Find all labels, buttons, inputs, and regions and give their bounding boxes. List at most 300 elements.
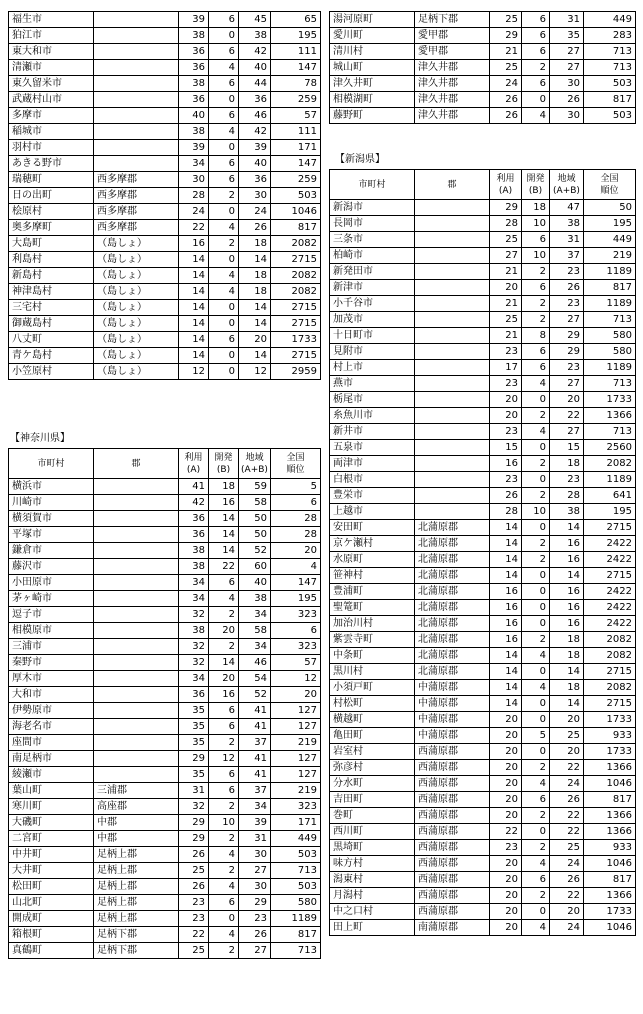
- cell-dev: 20: [209, 671, 239, 687]
- cell-rank: 195: [271, 28, 321, 44]
- cell-area: 50: [239, 511, 271, 527]
- cell-district: [415, 200, 490, 216]
- cell-use: 20: [490, 776, 522, 792]
- cell-area: 30: [239, 879, 271, 895]
- cell-use: 38: [179, 559, 209, 575]
- cell-rank: 219: [271, 783, 321, 799]
- table-row: [9, 879, 321, 895]
- cell-city: 葉山町: [9, 783, 94, 799]
- cell-city: 西川町: [330, 824, 415, 840]
- cell-rank: 2715: [271, 348, 321, 364]
- cell-dev: 0: [522, 584, 550, 600]
- cell-city: 月潟村: [330, 888, 415, 904]
- cell-city: 小笠原村: [9, 364, 94, 380]
- cell-dev: 0: [209, 316, 239, 332]
- cell-district: 愛甲郡: [415, 28, 490, 44]
- cell-area: 20: [550, 904, 584, 920]
- cell-area: 38: [239, 28, 271, 44]
- table-row: [330, 28, 636, 44]
- cell-dev: 10: [522, 216, 550, 232]
- table-row: [330, 60, 636, 76]
- cell-use: 14: [179, 252, 209, 268]
- cell-rank: 2422: [584, 616, 636, 632]
- table-row: [330, 408, 636, 424]
- cell-district: 南蒲原郡: [415, 920, 490, 936]
- table-row: [330, 648, 636, 664]
- cell-city: 二宮町: [9, 831, 94, 847]
- cell-city: 津久井町: [330, 76, 415, 92]
- cell-district: 北蒲原郡: [415, 616, 490, 632]
- table-row: [9, 140, 321, 156]
- cell-area: 52: [239, 687, 271, 703]
- cell-district: （島しょ）: [94, 268, 179, 284]
- cell-area: 37: [239, 783, 271, 799]
- cell-rank: 503: [271, 847, 321, 863]
- cell-area: 22: [550, 888, 584, 904]
- table-row: [9, 76, 321, 92]
- cell-city: 紫雲寺町: [330, 632, 415, 648]
- cell-dev: 6: [522, 76, 550, 92]
- cell-rank: 1046: [584, 776, 636, 792]
- table-row: [9, 687, 321, 703]
- cell-area: 26: [550, 792, 584, 808]
- cell-rank: 2715: [271, 316, 321, 332]
- table-row: [330, 824, 636, 840]
- cell-city: 逗子市: [9, 607, 94, 623]
- cell-rank: 1733: [584, 392, 636, 408]
- cell-dev: 4: [522, 376, 550, 392]
- cell-use: 27: [490, 248, 522, 264]
- cell-district: 北蒲原郡: [415, 552, 490, 568]
- cell-use: 36: [179, 60, 209, 76]
- cell-dev: 2: [209, 799, 239, 815]
- cell-area: 31: [550, 12, 584, 28]
- cell-rank: 195: [584, 504, 636, 520]
- cell-city: 開成町: [9, 911, 94, 927]
- cell-city: 燕市: [330, 376, 415, 392]
- cell-area: 15: [550, 440, 584, 456]
- cell-dev: 2: [209, 607, 239, 623]
- cell-district: 西蒲原郡: [415, 744, 490, 760]
- cell-district: 西蒲原郡: [415, 824, 490, 840]
- cell-use: 25: [490, 312, 522, 328]
- kanagawa-section-title: 【神奈川県】: [10, 433, 70, 444]
- cell-use: 21: [490, 264, 522, 280]
- cell-area: 40: [239, 60, 271, 76]
- cell-city: 白根市: [330, 472, 415, 488]
- cell-area: 27: [550, 60, 584, 76]
- cell-district: （島しょ）: [94, 364, 179, 380]
- cell-area: 18: [239, 236, 271, 252]
- cell-rank: 20: [271, 543, 321, 559]
- cell-rank: 20: [271, 687, 321, 703]
- cell-use: 14: [490, 648, 522, 664]
- cell-dev: 14: [209, 511, 239, 527]
- cell-district: 津久井郡: [415, 108, 490, 124]
- cell-rank: 323: [271, 607, 321, 623]
- cell-city: 糸魚川市: [330, 408, 415, 424]
- cell-city: 相模原市: [9, 623, 94, 639]
- cell-district: [94, 124, 179, 140]
- cell-area: 30: [239, 847, 271, 863]
- cell-district: [415, 312, 490, 328]
- cell-dev: 2: [209, 943, 239, 959]
- cell-area: 27: [550, 376, 584, 392]
- cell-rank: 1046: [584, 856, 636, 872]
- cell-district: 北蒲原郡: [415, 520, 490, 536]
- cell-use: 29: [179, 831, 209, 847]
- cell-area: 30: [550, 108, 584, 124]
- cell-dev: 0: [209, 364, 239, 380]
- cell-area: 28: [550, 488, 584, 504]
- cell-dev: 0: [522, 824, 550, 840]
- table-row: [9, 831, 321, 847]
- cell-area: 58: [239, 623, 271, 639]
- cell-district: [94, 655, 179, 671]
- cell-use: 29: [179, 751, 209, 767]
- cell-rank: 219: [271, 735, 321, 751]
- table-row: [9, 236, 321, 252]
- cell-rank: 713: [584, 424, 636, 440]
- cell-dev: 12: [209, 751, 239, 767]
- cell-city: 十日町市: [330, 328, 415, 344]
- cell-area: 46: [239, 108, 271, 124]
- cell-rank: 127: [271, 751, 321, 767]
- cell-dev: 20: [209, 623, 239, 639]
- cell-dev: 6: [522, 232, 550, 248]
- cell-city: 聖篭町: [330, 600, 415, 616]
- cell-area: 38: [550, 216, 584, 232]
- cell-district: 中蒲原郡: [415, 680, 490, 696]
- cell-area: 16: [550, 552, 584, 568]
- cell-city: 田上町: [330, 920, 415, 936]
- kanagawa-header-row: [9, 449, 321, 479]
- cell-area: 44: [239, 76, 271, 92]
- cell-city: 小須戸町: [330, 680, 415, 696]
- cell-use: 40: [179, 108, 209, 124]
- cell-use: 14: [490, 680, 522, 696]
- kanagawa-table: [8, 448, 321, 959]
- cell-city: 豊栄市: [330, 488, 415, 504]
- table-row: [330, 616, 636, 632]
- cell-rank: 65: [271, 12, 321, 28]
- table-row: [330, 200, 636, 216]
- cell-city: 黒埼町: [330, 840, 415, 856]
- cell-dev: 6: [209, 703, 239, 719]
- cell-district: 中蒲原郡: [415, 696, 490, 712]
- cell-rank: 147: [271, 575, 321, 591]
- cell-dev: 4: [209, 879, 239, 895]
- cell-area: 24: [550, 776, 584, 792]
- cell-district: [415, 216, 490, 232]
- cell-district: 西蒲原郡: [415, 888, 490, 904]
- cell-dev: 6: [209, 767, 239, 783]
- cell-area: 27: [239, 863, 271, 879]
- cell-area: 14: [550, 568, 584, 584]
- cell-district: [94, 575, 179, 591]
- cell-dev: 6: [209, 719, 239, 735]
- table-row: [9, 28, 321, 44]
- cell-district: 足柄下郡: [415, 12, 490, 28]
- table-row: [9, 12, 321, 28]
- cell-area: 22: [550, 808, 584, 824]
- cell-use: 24: [179, 204, 209, 220]
- cell-city: 巻町: [330, 808, 415, 824]
- cell-district: （島しょ）: [94, 316, 179, 332]
- cell-use: 20: [490, 408, 522, 424]
- cell-city: 海老名市: [9, 719, 94, 735]
- cell-area: 26: [239, 927, 271, 943]
- table-row: [330, 504, 636, 520]
- cell-rank: 449: [271, 831, 321, 847]
- cell-dev: 2: [209, 735, 239, 751]
- cell-dev: 0: [522, 392, 550, 408]
- table-row: [9, 527, 321, 543]
- cell-dev: 0: [522, 92, 550, 108]
- cell-city: 柏崎市: [330, 248, 415, 264]
- table-row: [9, 735, 321, 751]
- cell-rank: 2715: [584, 664, 636, 680]
- cell-dev: 4: [522, 920, 550, 936]
- cell-rank: 449: [584, 232, 636, 248]
- cell-district: 足柄上郡: [94, 863, 179, 879]
- cell-area: 59: [239, 479, 271, 495]
- cell-district: 北蒲原郡: [415, 584, 490, 600]
- cell-use: 21: [490, 328, 522, 344]
- cell-rank: 147: [271, 156, 321, 172]
- cell-district: [94, 639, 179, 655]
- cell-city: 茅ヶ崎市: [9, 591, 94, 607]
- cell-use: 14: [490, 520, 522, 536]
- cell-dev: 0: [522, 472, 550, 488]
- cell-dev: 4: [209, 124, 239, 140]
- cell-use: 25: [490, 60, 522, 76]
- table-row: [9, 783, 321, 799]
- cell-use: 16: [490, 616, 522, 632]
- cell-use: 16: [179, 236, 209, 252]
- cell-dev: 4: [209, 268, 239, 284]
- cell-area: 42: [239, 44, 271, 60]
- cell-rank: 2959: [271, 364, 321, 380]
- cell-area: 54: [239, 671, 271, 687]
- cell-dev: 4: [209, 60, 239, 76]
- cell-area: 30: [239, 188, 271, 204]
- cell-dev: 0: [209, 28, 239, 44]
- cell-use: 38: [179, 543, 209, 559]
- cell-district: [415, 472, 490, 488]
- table-row: [9, 364, 321, 380]
- table-row: [9, 188, 321, 204]
- cell-rank: 641: [584, 488, 636, 504]
- table-row: [330, 600, 636, 616]
- cell-dev: 10: [522, 504, 550, 520]
- cell-rank: 2082: [271, 236, 321, 252]
- cell-use: 20: [490, 728, 522, 744]
- table-row: [9, 156, 321, 172]
- cell-dev: 2: [209, 639, 239, 655]
- table-row: [9, 847, 321, 863]
- table-row: [330, 536, 636, 552]
- cell-dev: 22: [209, 559, 239, 575]
- cell-area: 27: [550, 312, 584, 328]
- table-row: [330, 584, 636, 600]
- cell-district: [415, 392, 490, 408]
- header-area: 地域 (A+B): [239, 449, 271, 479]
- table-row: [9, 268, 321, 284]
- cell-dev: 6: [209, 575, 239, 591]
- table-row: [330, 696, 636, 712]
- cell-city: 横越町: [330, 712, 415, 728]
- cell-rank: 2715: [271, 300, 321, 316]
- table-row: [330, 664, 636, 680]
- cell-dev: 4: [209, 220, 239, 236]
- cell-district: [94, 671, 179, 687]
- cell-dev: 6: [522, 28, 550, 44]
- cell-area: 29: [550, 328, 584, 344]
- cell-area: 23: [239, 911, 271, 927]
- cell-district: （島しょ）: [94, 300, 179, 316]
- cell-rank: 195: [271, 591, 321, 607]
- cell-district: （島しょ）: [94, 236, 179, 252]
- table-row: [330, 728, 636, 744]
- cell-use: 25: [179, 863, 209, 879]
- cell-city: 新潟市: [330, 200, 415, 216]
- cell-rank: 12: [271, 671, 321, 687]
- cell-rank: 449: [584, 12, 636, 28]
- cell-city: 狛江市: [9, 28, 94, 44]
- cell-dev: 0: [209, 140, 239, 156]
- table-row: [9, 559, 321, 575]
- cell-area: 26: [550, 280, 584, 296]
- cell-use: 30: [179, 172, 209, 188]
- cell-use: 32: [179, 607, 209, 623]
- cell-rank: 503: [584, 108, 636, 124]
- table-row: [9, 92, 321, 108]
- cell-city: 三条市: [330, 232, 415, 248]
- kanagawa-continued-table: [329, 11, 636, 124]
- cell-area: 14: [550, 520, 584, 536]
- cell-district: [415, 488, 490, 504]
- cell-city: 東久留米市: [9, 76, 94, 92]
- cell-dev: 6: [522, 44, 550, 60]
- cell-district: （島しょ）: [94, 252, 179, 268]
- cell-dev: 2: [522, 488, 550, 504]
- cell-use: 22: [179, 220, 209, 236]
- table-row: [330, 792, 636, 808]
- cell-use: 14: [490, 664, 522, 680]
- cell-area: 41: [239, 703, 271, 719]
- cell-district: [94, 28, 179, 44]
- cell-dev: 0: [522, 696, 550, 712]
- cell-dev: 4: [209, 847, 239, 863]
- table-row: [330, 280, 636, 296]
- cell-use: 20: [490, 856, 522, 872]
- header-city: 市町村: [9, 449, 94, 479]
- header-city: 市町村: [330, 170, 415, 200]
- cell-use: 14: [179, 268, 209, 284]
- cell-rank: 933: [584, 728, 636, 744]
- cell-rank: 1189: [584, 472, 636, 488]
- cell-use: 26: [490, 488, 522, 504]
- cell-dev: 0: [522, 568, 550, 584]
- cell-area: 45: [239, 12, 271, 28]
- cell-use: 26: [179, 879, 209, 895]
- cell-area: 41: [239, 719, 271, 735]
- cell-city: 三浦市: [9, 639, 94, 655]
- cell-city: 愛川町: [330, 28, 415, 44]
- cell-city: 上越市: [330, 504, 415, 520]
- cell-city: 青ケ島村: [9, 348, 94, 364]
- cell-district: 足柄上郡: [94, 847, 179, 863]
- cell-city: 村松町: [330, 696, 415, 712]
- cell-area: 18: [550, 456, 584, 472]
- cell-use: 35: [179, 703, 209, 719]
- cell-area: 16: [550, 600, 584, 616]
- table-row: [9, 44, 321, 60]
- cell-dev: 2: [522, 552, 550, 568]
- cell-city: 新発田市: [330, 264, 415, 280]
- cell-city: 鎌倉市: [9, 543, 94, 559]
- cell-city: 豊浦町: [330, 584, 415, 600]
- cell-area: 20: [550, 744, 584, 760]
- table-row: [9, 284, 321, 300]
- cell-rank: 1189: [584, 360, 636, 376]
- cell-use: 36: [179, 527, 209, 543]
- cell-use: 20: [490, 744, 522, 760]
- table-row: [9, 316, 321, 332]
- cell-dev: 0: [209, 911, 239, 927]
- cell-city: 座間市: [9, 735, 94, 751]
- cell-area: 23: [550, 472, 584, 488]
- cell-rank: 817: [584, 872, 636, 888]
- cell-rank: 503: [584, 76, 636, 92]
- cell-use: 14: [490, 568, 522, 584]
- table-row: [330, 92, 636, 108]
- cell-area: 23: [550, 264, 584, 280]
- cell-dev: 0: [209, 204, 239, 220]
- cell-dev: 0: [522, 520, 550, 536]
- cell-use: 34: [179, 591, 209, 607]
- table-row: [9, 252, 321, 268]
- cell-city: 味方村: [330, 856, 415, 872]
- cell-rank: 580: [271, 895, 321, 911]
- cell-use: 38: [179, 76, 209, 92]
- cell-city: 笹神村: [330, 568, 415, 584]
- cell-district: [415, 232, 490, 248]
- cell-area: 38: [550, 504, 584, 520]
- table-row: [9, 639, 321, 655]
- cell-area: 42: [239, 124, 271, 140]
- table-row: [9, 591, 321, 607]
- cell-district: [94, 751, 179, 767]
- cell-rank: 2422: [584, 552, 636, 568]
- cell-district: 足柄下郡: [94, 927, 179, 943]
- cell-use: 22: [179, 927, 209, 943]
- cell-dev: 6: [522, 872, 550, 888]
- cell-rank: 1366: [584, 760, 636, 776]
- cell-area: 40: [239, 156, 271, 172]
- table-row: [330, 376, 636, 392]
- cell-rank: 259: [271, 92, 321, 108]
- table-row: [330, 328, 636, 344]
- cell-city: 真鶴町: [9, 943, 94, 959]
- cell-city: 長岡市: [330, 216, 415, 232]
- cell-district: [94, 511, 179, 527]
- cell-use: 28: [490, 216, 522, 232]
- cell-city: 平塚市: [9, 527, 94, 543]
- cell-use: 28: [179, 188, 209, 204]
- cell-rank: 1733: [584, 744, 636, 760]
